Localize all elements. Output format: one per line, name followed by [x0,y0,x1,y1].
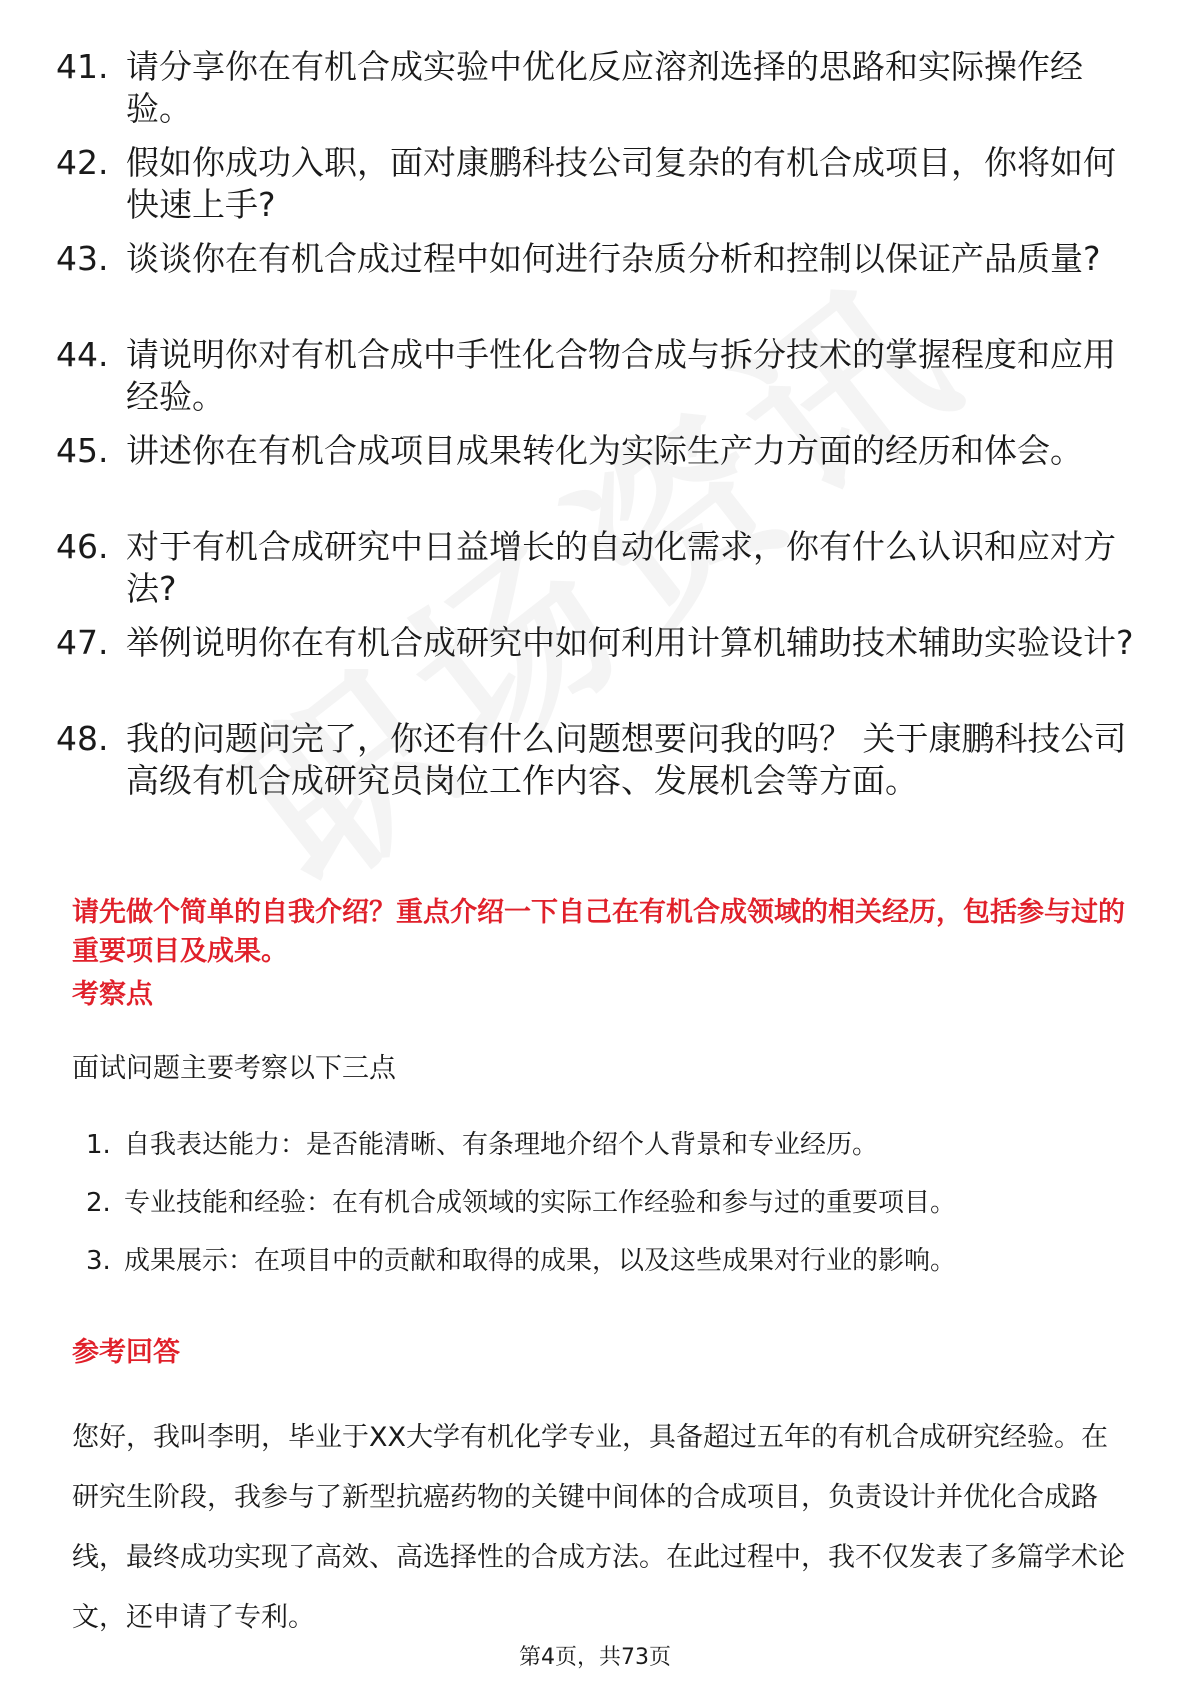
question-text: 举例说明你在有机合成研究中如何利用计算机辅助技术辅助实验设计? [126,623,1134,662]
point-text: 成果展示：在项目中的贡献和取得的成果，以及这些成果对行业的影响。 [124,1246,957,1276]
reference-answer: 您好，我叫李明，毕业于XX大学有机化学专业，具备超过五年的有机合成研究经验。在研究生阶段，我参与了新型抗癌药物的关键中间体的合成项目，负责设计并优化合成路线，最终成功实现了高效、高选择性的合成方法。在此过程中，我不仅发表了多篇学术论文，还申请了专利。 [72,1422,1125,1633]
point-number: 3. [86,1246,111,1276]
question-text: 对于有机合成研究中日益增长的自动化需求，你有什么认识和应对方法? [126,527,1116,608]
question-item [56,334,1136,418]
question-number: 41. [56,47,109,86]
assessment-intro: 面试问题主要考察以下三点 [72,1053,396,1084]
question-text: 谈谈你在有机合成过程中如何进行杂质分析和控制以保证产品质量? [126,239,1101,278]
point-text: 专业技能和经验：在有机合成领域的实际工作经验和参与过的重要项目。 [124,1188,957,1218]
question-number: 43. [56,239,109,278]
assessment-point [86,1240,956,1277]
question-text: 请说明你对有机合成中手性化合物合成与拆分技术的掌握程度和应用经验。 [126,335,1116,416]
question-number: 45. [56,431,109,470]
assessment-point [86,1124,878,1161]
question-item [56,430,1136,472]
point-text: 自我表达能力：是否能清晰、有条理地介绍个人背景和专业经历。 [124,1130,879,1160]
question-number: 46. [56,527,109,566]
question-item [56,526,1136,610]
question-item [56,622,1136,664]
question-number: 48. [56,719,109,758]
question-item [56,142,1136,226]
point-number: 2. [86,1188,111,1218]
featured-question: 请先做个简单的自我介绍？重点介绍一下自己在有机合成领域的相关经历，包括参与过的重要项目及成果。 [72,897,1125,967]
question-item [56,718,1136,802]
assessment-title: 考察点 [72,979,153,1010]
question-text: 讲述你在有机合成项目成果转化为实际生产力方面的经历和体会。 [126,431,1083,470]
question-number: 47. [56,623,109,662]
reference-title: 参考回答 [72,1337,180,1368]
assessment-point [86,1182,956,1219]
question-item [56,46,1136,130]
question-item [56,238,1136,280]
question-text: 请分享你在有机合成实验中优化反应溶剂选择的思路和实际操作经验。 [126,47,1083,128]
question-text: 我的问题问完了，你还有什么问题想要问我的吗？ 关于康鹏科技公司高级有机合成研究员岗位工作内容、发展机会等方面。 [126,719,1127,800]
question-text: 假如你成功入职，面对康鹏科技公司复杂的有机合成项目，你将如何快速上手? [126,143,1116,224]
question-number: 44. [56,335,109,374]
page-footer: 第4页，共73页 [519,1645,671,1670]
point-number: 1. [86,1130,111,1160]
question-number: 42. [56,143,109,182]
